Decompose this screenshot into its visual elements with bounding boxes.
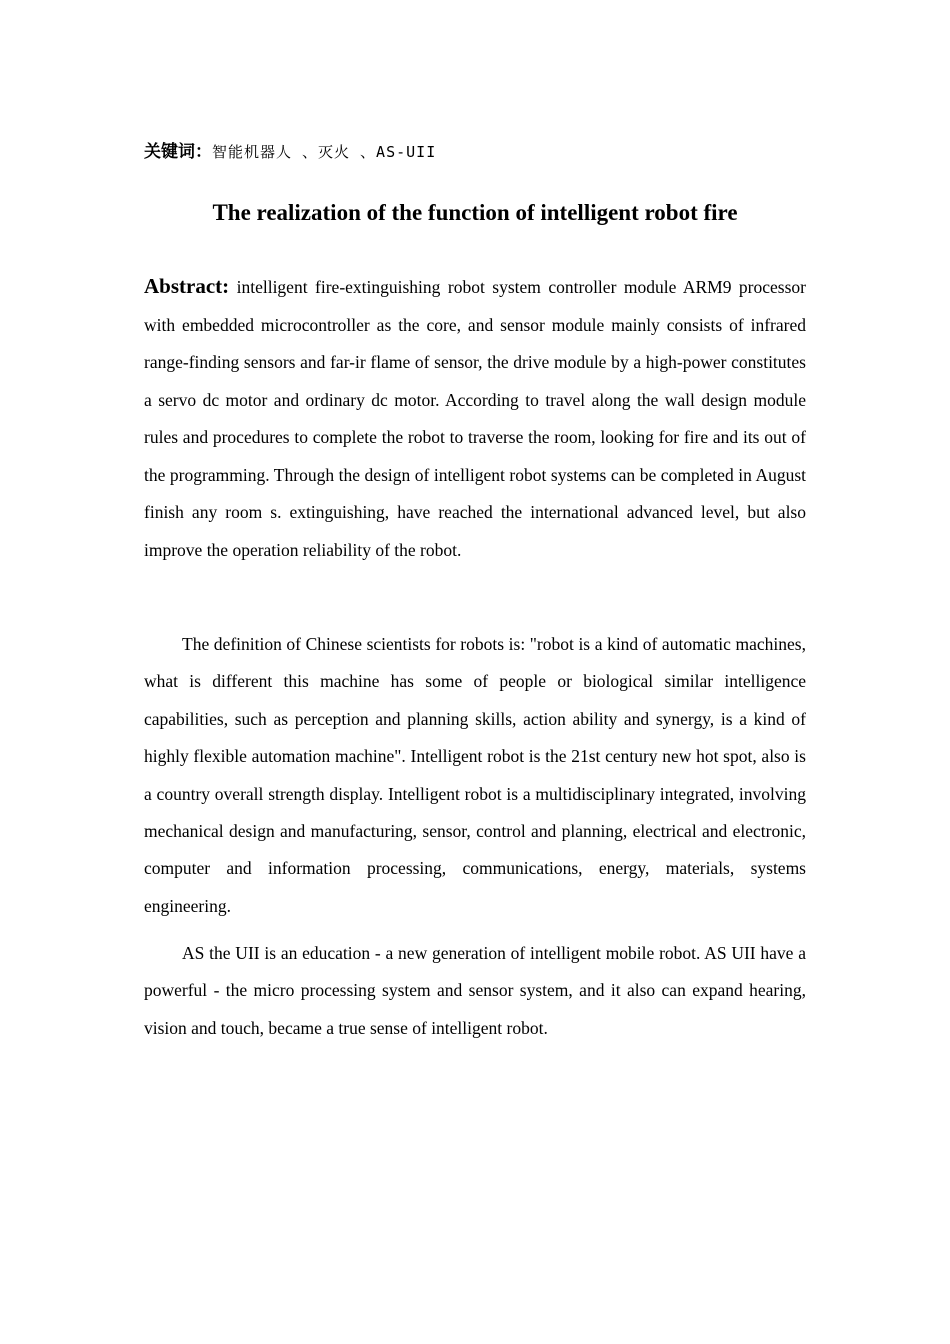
abstract-text: intelligent fire-extinguishing robot system controller module ARM9 processor with embedded microcontroller as the core, and sensor module mainly consists of infrared range-finding sensors and far-ir flame of sensor, the drive module by a high-power constitutes a servo dc motor and ordinary dc motor. According to travel along the wall design module rules and procedures to complete the robot to traverse the room, looking for fire and its out of the programming. Through the design of intelligent robot systems can be completed in August finish any room s. extinguishing, have reached the international advanced level, but also improve the operation reliability of the robot. bbox=[144, 277, 806, 560]
keywords-label: 关键词： bbox=[144, 142, 212, 162]
abstract-paragraph bbox=[144, 268, 806, 569]
paper-title: The realization of the function of intelligent robot fire bbox=[212, 200, 738, 225]
body-paragraph-robot-definition: The definition of Chinese scientists for robots is: "robot is a kind of automatic machines, what is different this machine has some of people or biological similar intelligence capabilities, such as perception and planning skills, action ability and synergy, is a kind of highly flexible automation machine". Intelligent robot is the 21st century new hot spot, also is a country overall strength display. Intelligent robot is a multidisciplinary integrated, involving mechanical design and manufacturing, sensor, control and planning, electrical and electronic, computer and information processing, communications, energy, materials, systems engineering. bbox=[144, 634, 806, 916]
keywords-value: 智能机器人 、灭火 、AS-UII bbox=[212, 143, 437, 161]
keywords-line bbox=[144, 141, 806, 163]
body-paragraph-as-uii: AS the UII is an education - a new generation of intelligent mobile robot. AS UII have a powerful - the micro processing system and sensor system, and it also can expand hearing, vision and touch, became a true sense of intelligent robot. bbox=[144, 943, 806, 1038]
abstract-label: Abstract: bbox=[144, 274, 230, 298]
